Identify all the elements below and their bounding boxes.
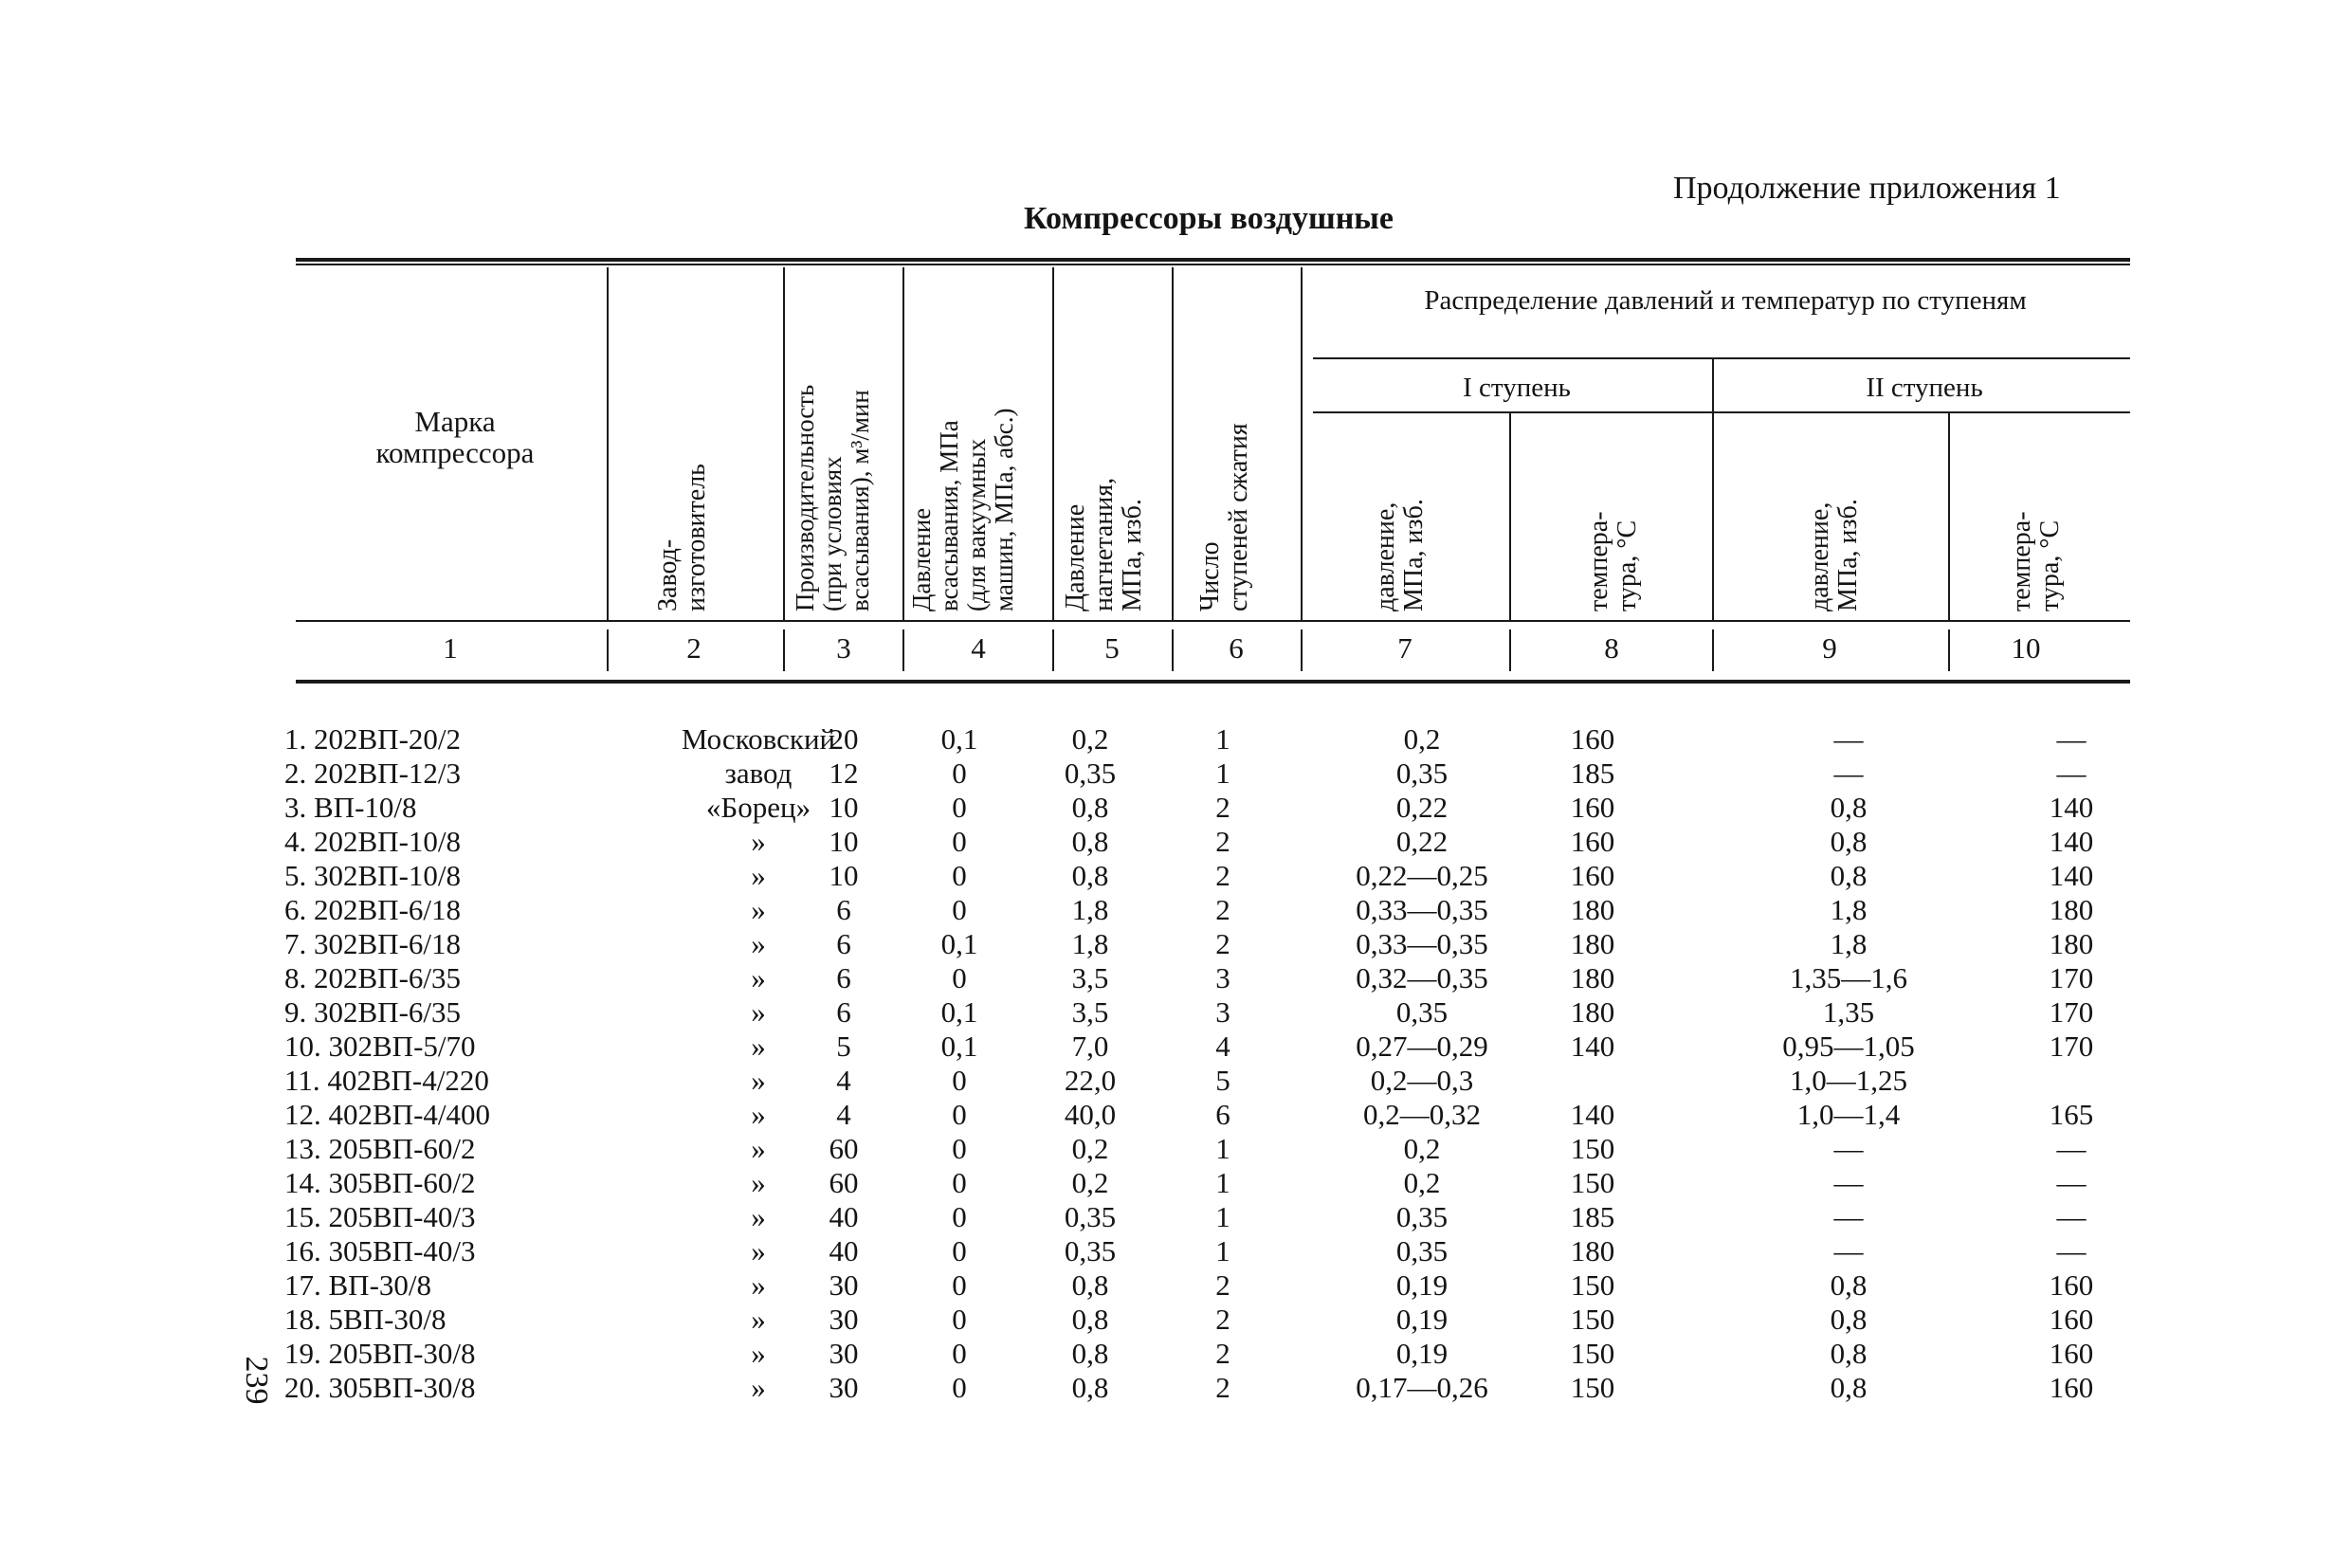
num-sep-9 <box>1948 629 1950 671</box>
table-row <box>284 1234 2142 1268</box>
cell-suction-pressure: 0 <box>952 1166 967 1199</box>
cell-plant: » <box>751 961 766 994</box>
table-row <box>284 1132 2142 1166</box>
cell-stage1-pressure: 0,2—0,3 <box>1370 1064 1474 1097</box>
cell-discharge-pressure: 40,0 <box>1064 1098 1117 1131</box>
cell-stage1-temperature: 150 <box>1570 1268 1615 1302</box>
cell-stages: 3 <box>1215 961 1230 994</box>
header-stage1-temperature: темпера- тура, °С <box>1584 511 1642 611</box>
cell-stage1-temperature: 180 <box>1570 893 1615 926</box>
cell-suction-pressure: 0,1 <box>940 995 978 1029</box>
cell-stage2-temperature: — <box>2056 1200 2087 1233</box>
num-sep-8 <box>1712 629 1714 671</box>
cell-discharge-pressure: 22,0 <box>1064 1064 1117 1097</box>
cell-stage1-pressure: 0,33—0,35 <box>1356 927 1488 960</box>
cell-stage1-temperature: 180 <box>1570 961 1615 994</box>
cell-stages: 6 <box>1215 1098 1230 1131</box>
cell-stage1-temperature: 160 <box>1570 722 1615 756</box>
num-sep-2 <box>783 629 785 671</box>
header-stage-1: I ступень <box>1463 373 1571 403</box>
cell-capacity: 60 <box>829 1166 859 1199</box>
cell-stage2-temperature: 170 <box>2049 1030 2094 1063</box>
num-sep-1 <box>607 629 609 671</box>
cell-mark: 14. 305ВП-60/2 <box>284 1166 476 1199</box>
vrule-3 <box>902 267 904 620</box>
cell-stage1-temperature: 185 <box>1570 757 1615 790</box>
table-row <box>284 961 2142 995</box>
table-row <box>284 893 2142 927</box>
cell-discharge-pressure: 0,8 <box>1071 1303 1109 1336</box>
colnum-7: 7 <box>1397 631 1412 665</box>
cell-plant: » <box>751 927 766 960</box>
vrule-5 <box>1172 267 1174 620</box>
cell-stage2-pressure: — <box>1833 722 1864 756</box>
cell-stages: 2 <box>1215 1303 1230 1336</box>
cell-stages: 2 <box>1215 1268 1230 1302</box>
cell-mark: 18. 5ВП-30/8 <box>284 1303 447 1336</box>
cell-stages: 1 <box>1215 1166 1230 1199</box>
cell-stage1-pressure: 0,35 <box>1395 1234 1449 1267</box>
cell-discharge-pressure: 0,8 <box>1071 1268 1109 1302</box>
cell-mark: 9. 302ВП-6/35 <box>284 995 461 1029</box>
cell-stages: 1 <box>1215 757 1230 790</box>
cell-stage1-pressure: 0,33—0,35 <box>1356 893 1488 926</box>
cell-stage1-pressure: 0,19 <box>1395 1337 1449 1370</box>
cell-mark: 15. 205ВП-40/3 <box>284 1200 476 1233</box>
cell-stage1-temperature: 150 <box>1570 1337 1615 1370</box>
table-row <box>284 859 2142 893</box>
header-stages: Число ступеней сжатия <box>1195 423 1253 611</box>
cell-stage1-pressure: 0,35 <box>1395 1200 1449 1233</box>
header-stage-2: II ступень <box>1866 373 1983 403</box>
cell-mark: 17. ВП-30/8 <box>284 1268 431 1302</box>
cell-stage2-pressure: 1,0—1,4 <box>1796 1098 1901 1131</box>
table-row <box>284 791 2142 825</box>
cell-capacity: 12 <box>829 757 859 790</box>
table-row <box>284 722 2142 757</box>
cell-plant: » <box>751 859 766 892</box>
cell-stage2-pressure: 0,95—1,05 <box>1782 1030 1915 1063</box>
cell-plant: Московский <box>681 722 836 756</box>
cell-stage1-temperature: 140 <box>1570 1030 1615 1063</box>
cell-discharge-pressure: 0,8 <box>1071 859 1109 892</box>
cell-stage2-pressure: — <box>1833 1166 1864 1199</box>
table-row <box>284 1200 2142 1234</box>
cell-stage1-pressure: 0,22—0,25 <box>1356 859 1488 892</box>
cell-discharge-pressure: 0,2 <box>1071 1132 1109 1165</box>
cell-stages: 4 <box>1215 1030 1230 1063</box>
cell-capacity: 6 <box>836 893 851 926</box>
colnum-10: 10 <box>2011 631 2041 665</box>
cell-discharge-pressure: 0,2 <box>1071 1166 1109 1199</box>
num-sep-3 <box>902 629 904 671</box>
cell-suction-pressure: 0 <box>952 1200 967 1233</box>
cell-mark: 16. 305ВП-40/3 <box>284 1234 476 1267</box>
cell-suction-pressure: 0,1 <box>940 927 978 960</box>
cell-suction-pressure: 0,1 <box>940 722 978 756</box>
cell-discharge-pressure: 0,8 <box>1071 1371 1109 1404</box>
cell-stage2-temperature: 140 <box>2049 791 2094 824</box>
table-row <box>284 1268 2142 1303</box>
cell-capacity: 5 <box>836 1030 851 1063</box>
cell-stage2-temperature: — <box>2056 722 2087 756</box>
cell-stage2-pressure: 0,8 <box>1830 1337 1868 1370</box>
colnum-5: 5 <box>1104 631 1120 665</box>
table-top-rule-2 <box>296 264 2130 265</box>
num-sep-5 <box>1172 629 1174 671</box>
header-discharge: Давление нагнетания, МПа, изб. <box>1061 477 1147 611</box>
cell-discharge-pressure: 7,0 <box>1071 1030 1109 1063</box>
cell-mark: 12. 402ВП-4/400 <box>284 1098 490 1131</box>
header-bottom-rule <box>296 620 2130 622</box>
cell-capacity: 6 <box>836 961 851 994</box>
cell-stage1-pressure: 0,2—0,32 <box>1363 1098 1481 1131</box>
cell-suction-pressure: 0 <box>952 825 967 858</box>
cell-mark: 3. ВП-10/8 <box>284 791 417 824</box>
cell-discharge-pressure: 0,35 <box>1064 1234 1117 1267</box>
cell-discharge-pressure: 1,8 <box>1071 927 1109 960</box>
cell-mark: 19. 205ВП-30/8 <box>284 1337 476 1370</box>
cell-stage1-temperature: 160 <box>1570 859 1615 892</box>
cell-capacity: 10 <box>829 825 859 858</box>
cell-stage1-temperature: 185 <box>1570 1200 1615 1233</box>
dist-rule <box>1313 357 2130 359</box>
cell-plant: » <box>751 1064 766 1097</box>
cell-suction-pressure: 0 <box>952 961 967 994</box>
cell-discharge-pressure: 0,35 <box>1064 1200 1117 1233</box>
cell-capacity: 30 <box>829 1303 859 1336</box>
cell-stage1-temperature: 180 <box>1570 927 1615 960</box>
cell-plant: завод <box>724 757 793 790</box>
cell-stage1-pressure: 0,32—0,35 <box>1356 961 1488 994</box>
cell-stage1-pressure: 0,22 <box>1395 791 1449 824</box>
cell-stage1-temperature: 180 <box>1570 995 1615 1029</box>
header-stage2-pressure: давление, МПа, изб. <box>1805 499 1863 611</box>
cell-stages: 1 <box>1215 1234 1230 1267</box>
cell-stage2-pressure: — <box>1833 757 1864 790</box>
table-row <box>284 927 2142 961</box>
header-capacity: Производительность (при условиях всасывания), м³/мин <box>791 384 874 611</box>
table-row <box>284 1030 2142 1064</box>
cell-stage2-pressure: 0,8 <box>1830 859 1868 892</box>
cell-stage2-temperature: — <box>2056 1166 2087 1199</box>
header-mark: Марка компрессора <box>375 405 535 469</box>
cell-plant: » <box>751 1268 766 1302</box>
table-row <box>284 1098 2142 1132</box>
cell-suction-pressure: 0 <box>952 1303 967 1336</box>
cell-suction-pressure: 0 <box>952 1337 967 1370</box>
cell-plant: » <box>751 893 766 926</box>
cell-suction-pressure: 0 <box>952 1371 967 1404</box>
numbers-bottom-rule <box>296 680 2130 684</box>
cell-stage2-pressure: 0,8 <box>1830 1303 1868 1336</box>
table-row <box>284 1064 2142 1098</box>
cell-discharge-pressure: 3,5 <box>1071 995 1109 1029</box>
header-stage1-pressure: давление, МПа, изб. <box>1371 499 1429 611</box>
num-sep-7 <box>1509 629 1511 671</box>
cell-stage1-pressure: 0,35 <box>1395 995 1449 1029</box>
cell-stage2-temperature: — <box>2056 757 2087 790</box>
cell-stage2-pressure: 0,8 <box>1830 1371 1868 1404</box>
cell-mark: 6. 202ВП-6/18 <box>284 893 461 926</box>
cell-suction-pressure: 0 <box>952 1098 967 1131</box>
cell-suction-pressure: 0 <box>952 859 967 892</box>
cell-mark: 7. 302ВП-6/18 <box>284 927 461 960</box>
cell-stage1-pressure: 0,2 <box>1403 1132 1441 1165</box>
cell-stage2-pressure: 1,35—1,6 <box>1790 961 1907 994</box>
cell-discharge-pressure: 0,8 <box>1071 1337 1109 1370</box>
cell-capacity: 6 <box>836 927 851 960</box>
cell-stages: 1 <box>1215 1200 1230 1233</box>
cell-capacity: 6 <box>836 995 851 1029</box>
cell-stage2-pressure: 0,8 <box>1830 1268 1868 1302</box>
cell-suction-pressure: 0 <box>952 1268 967 1302</box>
cell-plant: » <box>751 1098 766 1131</box>
cell-stages: 2 <box>1215 893 1230 926</box>
cell-mark: 10. 302ВП-5/70 <box>284 1030 476 1063</box>
cell-capacity: 4 <box>836 1098 851 1131</box>
cell-mark: 2. 202ВП-12/3 <box>284 757 461 790</box>
cell-discharge-pressure: 0,8 <box>1071 825 1109 858</box>
cell-stage2-pressure: 0,8 <box>1830 825 1868 858</box>
continuation-label: Продолжение приложения 1 <box>1673 171 2061 206</box>
cell-suction-pressure: 0 <box>952 757 967 790</box>
cell-mark: 4. 202ВП-10/8 <box>284 825 461 858</box>
cell-stages: 2 <box>1215 825 1230 858</box>
cell-stage2-temperature: 160 <box>2049 1268 2094 1302</box>
cell-plant: » <box>751 1337 766 1370</box>
cell-discharge-pressure: 1,8 <box>1071 893 1109 926</box>
table-row <box>284 1371 2142 1405</box>
colnum-2: 2 <box>686 631 702 665</box>
cell-stage2-temperature: 160 <box>2049 1303 2094 1336</box>
cell-discharge-pressure: 0,8 <box>1071 791 1109 824</box>
cell-mark: 5. 302ВП-10/8 <box>284 859 461 892</box>
table-title: Компрессоры воздушные <box>1024 201 1394 236</box>
header-stage2-temperature: темпера- тура, °С <box>2007 511 2065 611</box>
cell-stage2-temperature: 180 <box>2049 893 2094 926</box>
cell-stage1-pressure: 0,19 <box>1395 1268 1449 1302</box>
cell-stage1-temperature: 180 <box>1570 1234 1615 1267</box>
cell-stage2-pressure: 1,8 <box>1830 927 1868 960</box>
vrule-2 <box>783 267 785 620</box>
cell-discharge-pressure: 3,5 <box>1071 961 1109 994</box>
header-suction: Давление всасывания, МПа (для вакуумных машин, МПа, абс.) <box>907 408 1018 611</box>
cell-stage2-temperature: — <box>2056 1234 2087 1267</box>
cell-stage2-temperature: 160 <box>2049 1337 2094 1370</box>
cell-stage1-temperature: 150 <box>1570 1132 1615 1165</box>
colnum-1: 1 <box>443 631 458 665</box>
cell-stage1-pressure: 0,17—0,26 <box>1356 1371 1488 1404</box>
cell-mark: 11. 402ВП-4/220 <box>284 1064 489 1097</box>
cell-stages: 2 <box>1215 791 1230 824</box>
cell-stages: 5 <box>1215 1064 1230 1097</box>
cell-stage2-temperature: 180 <box>2049 927 2094 960</box>
num-sep-4 <box>1052 629 1054 671</box>
cell-capacity: 60 <box>829 1132 859 1165</box>
cell-stage2-temperature: 165 <box>2049 1098 2094 1131</box>
cell-capacity: 30 <box>829 1337 859 1370</box>
cell-stage1-pressure: 0,2 <box>1403 722 1441 756</box>
cell-stage2-pressure: 1,0—1,25 <box>1790 1064 1907 1097</box>
cell-stage2-temperature: 140 <box>2049 859 2094 892</box>
cell-capacity: 20 <box>829 722 859 756</box>
cell-mark: 8. 202ВП-6/35 <box>284 961 461 994</box>
cell-suction-pressure: 0 <box>952 1132 967 1165</box>
cell-stages: 2 <box>1215 927 1230 960</box>
num-sep-6 <box>1301 629 1303 671</box>
cell-stage2-temperature: 170 <box>2049 995 2094 1029</box>
cell-capacity: 40 <box>829 1234 859 1267</box>
cell-capacity: 4 <box>836 1064 851 1097</box>
cell-suction-pressure: 0 <box>952 893 967 926</box>
table-row <box>284 1166 2142 1200</box>
cell-discharge-pressure: 0,35 <box>1064 757 1117 790</box>
cell-suction-pressure: 0 <box>952 791 967 824</box>
cell-stage1-pressure: 0,35 <box>1395 757 1449 790</box>
colnum-9: 9 <box>1822 631 1837 665</box>
cell-stage2-pressure: 1,35 <box>1822 995 1875 1029</box>
colnum-8: 8 <box>1604 631 1619 665</box>
cell-stage2-temperature: 170 <box>2049 961 2094 994</box>
table-top-rule <box>296 258 2130 262</box>
header-distribution: Распределение давлений и температур по ступеням <box>1424 285 2027 316</box>
colnum-3: 3 <box>836 631 851 665</box>
cell-stages: 2 <box>1215 1337 1230 1370</box>
cell-stage2-pressure: — <box>1833 1132 1864 1165</box>
cell-stages: 1 <box>1215 722 1230 756</box>
cell-plant: » <box>751 1200 766 1233</box>
cell-capacity: 30 <box>829 1371 859 1404</box>
table-row <box>284 825 2142 859</box>
cell-plant: » <box>751 1030 766 1063</box>
cell-mark: 1. 202ВП-20/2 <box>284 722 461 756</box>
cell-stage1-temperature: 140 <box>1570 1098 1615 1131</box>
page-number: 239 <box>239 1356 274 1405</box>
cell-mark: 13. 205ВП-60/2 <box>284 1132 476 1165</box>
cell-stage1-temperature: 150 <box>1570 1166 1615 1199</box>
cell-stage2-temperature: 140 <box>2049 825 2094 858</box>
cell-plant: » <box>751 1166 766 1199</box>
cell-stages: 3 <box>1215 995 1230 1029</box>
cell-stage1-pressure: 0,19 <box>1395 1303 1449 1336</box>
cell-stages: 2 <box>1215 859 1230 892</box>
cell-stage1-pressure: 0,22 <box>1395 825 1449 858</box>
table-row <box>284 995 2142 1030</box>
cell-stage1-temperature: 150 <box>1570 1303 1615 1336</box>
vrule-9 <box>1948 411 1950 620</box>
cell-stage1-temperature: 160 <box>1570 791 1615 824</box>
vrule-6 <box>1301 267 1303 620</box>
cell-plant: » <box>751 1303 766 1336</box>
cell-suction-pressure: 0,1 <box>940 1030 978 1063</box>
cell-stage2-pressure: 0,8 <box>1830 791 1868 824</box>
cell-capacity: 30 <box>829 1268 859 1302</box>
cell-stage2-pressure: — <box>1833 1234 1864 1267</box>
cell-mark: 20. 305ВП-30/8 <box>284 1371 476 1404</box>
cell-stage1-pressure: 0,2 <box>1403 1166 1441 1199</box>
colnum-4: 4 <box>971 631 986 665</box>
table-row <box>284 1303 2142 1337</box>
cell-discharge-pressure: 0,2 <box>1071 722 1109 756</box>
header-plant: Завод- изготовитель <box>653 464 711 611</box>
cell-plant: » <box>751 1371 766 1404</box>
cell-stages: 2 <box>1215 1371 1230 1404</box>
cell-stage1-temperature: 150 <box>1570 1371 1615 1404</box>
cell-plant: » <box>751 825 766 858</box>
cell-stage2-pressure: — <box>1833 1200 1864 1233</box>
vrule-7 <box>1509 411 1511 620</box>
table-row <box>284 1337 2142 1371</box>
cell-stage1-pressure: 0,27—0,29 <box>1356 1030 1488 1063</box>
cell-plant: » <box>751 995 766 1029</box>
table-row <box>284 757 2142 791</box>
cell-stage2-temperature: 160 <box>2049 1371 2094 1404</box>
cell-capacity: 10 <box>829 791 859 824</box>
cell-suction-pressure: 0 <box>952 1234 967 1267</box>
colnum-6: 6 <box>1229 631 1244 665</box>
cell-stage2-temperature: — <box>2056 1132 2087 1165</box>
cell-capacity: 10 <box>829 859 859 892</box>
cell-plant: » <box>751 1234 766 1267</box>
cell-plant: «Борец» <box>705 791 811 824</box>
vrule-1 <box>607 267 609 620</box>
stage-rule <box>1313 411 2130 413</box>
cell-stage1-temperature: 160 <box>1570 825 1615 858</box>
cell-stages: 1 <box>1215 1132 1230 1165</box>
cell-capacity: 40 <box>829 1200 859 1233</box>
cell-stage2-pressure: 1,8 <box>1830 893 1868 926</box>
cell-plant: » <box>751 1132 766 1165</box>
vrule-4 <box>1052 267 1054 620</box>
cell-suction-pressure: 0 <box>952 1064 967 1097</box>
